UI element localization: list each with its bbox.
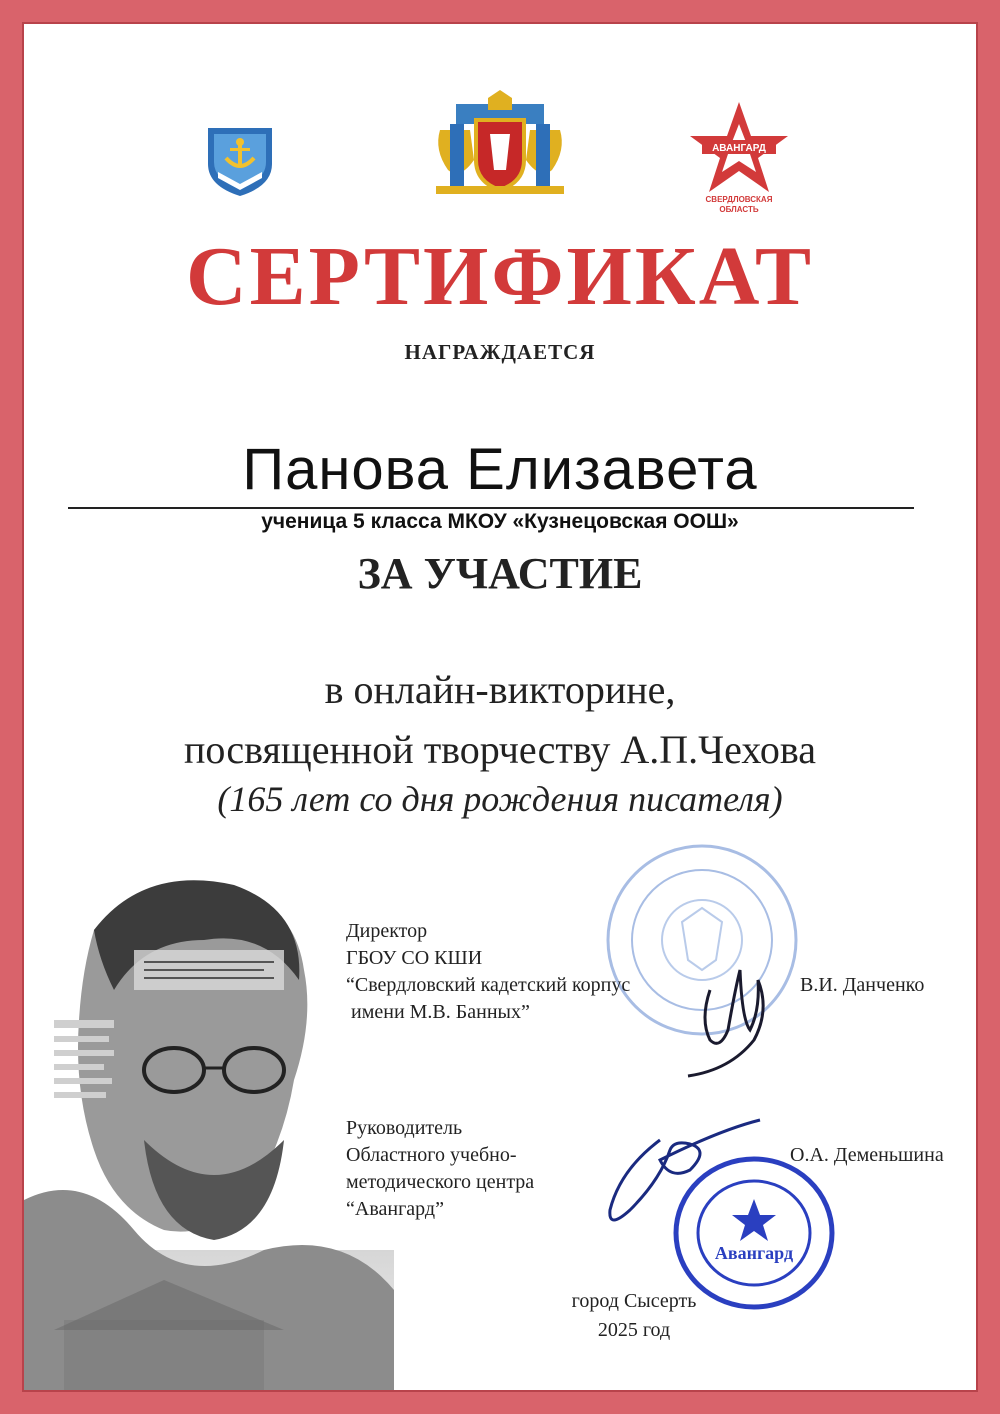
signatory-2-line-3: методического центра <box>346 1171 535 1193</box>
signature-1-icon <box>680 950 790 1080</box>
avangard-logo-text: АВАНГАРД <box>712 143 766 154</box>
signatory-2-line-4: “Авангард” <box>346 1198 444 1220</box>
signatory-1-line-4: имени М.В. Банных” <box>346 1001 530 1023</box>
name-underline <box>68 507 914 509</box>
awarded-label: НАГРАЖДАЕТСЯ <box>404 340 596 364</box>
signatory-1-line-2: ГБОУ СО КШИ <box>346 947 483 969</box>
signatory-1-name: В.И. Данченко <box>800 974 925 996</box>
recipient-info: ученица 5 класса МКОУ «Кузнецовская ООШ» <box>261 510 739 533</box>
event-line-3: (165 лет со дня рождения писателя) <box>217 779 783 819</box>
signatory-2-line-2: Областного учебно- <box>346 1144 517 1166</box>
avangard-star-icon <box>688 100 790 216</box>
event-line-1: в онлайн-викторине, <box>324 667 676 712</box>
signatory-2-line-1: Руководитель <box>346 1117 463 1139</box>
signatory-1-line-1: Директор <box>346 920 428 942</box>
chekhov-portrait-image <box>24 870 394 1390</box>
event-line-2: посвященной творчеству А.П.Чехова <box>184 727 816 772</box>
certificate-place: город Сысерть <box>571 1290 697 1312</box>
signatory-1-title <box>346 918 706 1026</box>
stamp-text: Авангард <box>714 1243 794 1263</box>
signatory-1-line-3: “Свердловский кадетский корпус <box>346 974 631 996</box>
place-and-year <box>554 1288 714 1344</box>
award-reason: ЗА УЧАСТИЕ <box>357 549 643 598</box>
sverdlovsk-coat-of-arms-icon <box>430 90 570 198</box>
certificate-title: СЕРТИФИКАТ <box>185 230 815 323</box>
certificate-year: 2025 год <box>597 1319 671 1341</box>
signatory-2-name: О.А. Деменьшина <box>790 1144 944 1166</box>
cadet-corps-emblem-icon <box>204 124 276 198</box>
avangard-logo-region2: ОБЛАСТЬ <box>719 205 759 214</box>
avangard-logo-region1: СВЕРДЛОВСКАЯ <box>705 195 773 204</box>
recipient-name: Панова Елизавета <box>242 437 758 502</box>
